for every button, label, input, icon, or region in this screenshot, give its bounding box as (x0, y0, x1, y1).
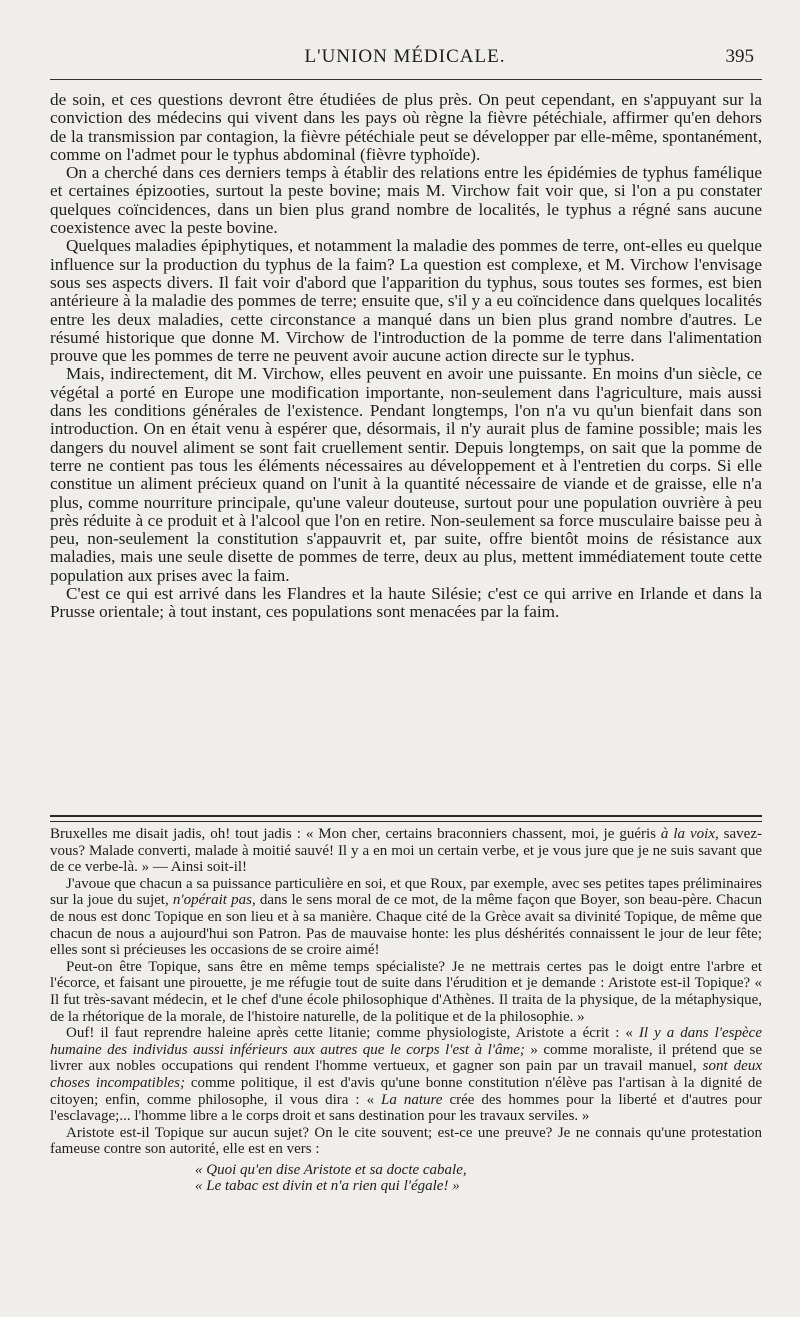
article-paragraph: Mais, indirectement, dit M. Virchow, elles peuvent en avoir une puissante. En moins d'un siècle, ce végétal a porté en Europe une modification importante, non-seulement dans l'agriculture, mais aussi dans les conditions générales de l'existence. Pendant longtemps, l'on n'a vu qu'un bienfait dans son introduction. On en était venu à espérer que, désormais, il n'y aurait plus de famine possible; mais les dangers du nouvel aliment se sont fait cruellement sentir. Depuis longtemps, on sait que la pomme de terre ne contient pas tous les éléments nécessaires au développement et à l'entretien du corps. Si elle constitue un aliment précieux quand on l'unit à la quantité nécessaire de viande et de graisse, elle n'a plus, comme nourriture principale, qu'une valeur douteuse, surtout pour une population ouvrière à peu près réduite à ce produit et à l'alcool que l'on en retire. Non-seulement sa force musculaire baisse peu à peu, non-seulement la constitution s'appauvrit et, par suite, offre bientôt moins de résistance aux maladies, mais une seule disette de pommes de terre, deux au plus, mettent immédiatement toute cette population aux prises avec la faim. (50, 364, 762, 585)
article-paragraph: de soin, et ces questions devront être étudiées de plus près. On peut cependant, en s'appuyant sur la conviction des médecins qui vivent dans les pays où règne la fièvre pétéchiale, affirmer qu'en dehors de la transmission par contagion, la fièvre pétéchiale peut se développer par elle-même, spontanément, comme on l'admet pour le typhus abdominal (fièvre typhoïde). (50, 90, 762, 164)
text-run: Bruxelles me disait jadis, oh! tout jadis : « Mon cher, certains braconniers chassent, moi, je guéris (50, 826, 661, 842)
feuilleton-paragraph (50, 1025, 762, 1125)
text-run: comme politique, il est d'avis qu'une bonne constitution n'élève pas l'artisan à la dignité de citoyen; enfin, comme philosophe, il vous dira : « (50, 1074, 763, 1108)
verse-line: « Quoi qu'en dise Aristote et sa docte cabale, (195, 1161, 467, 1178)
header-rule (50, 79, 762, 80)
text-run: crée des hommes pour la liberté et d'autres pour l'esclavage;... l'homme libre a le corps droit et sans destination pour les travaux serviles. » (50, 1091, 763, 1125)
running-head (50, 44, 760, 72)
text-run: savez-vous? Malade converti, malade à moitié sauvé! Il y a en moi un certain verbe, et je vous jure que je ne suis savant que de ce verbe-là. » — Ainsi soit-il! (50, 826, 762, 876)
italic-text: n'opérait pas (172, 892, 252, 909)
article-body (50, 91, 762, 622)
verse-line: « Le tabac est divin et n'a rien qui l'égale! » (195, 1178, 460, 1195)
feuilleton-paragraph (50, 876, 762, 959)
journal-title: L'UNION MÉDICALE. (304, 46, 506, 67)
page-number: 395 (725, 46, 754, 67)
feuilleton-paragraph: Aristote est-il Topique sur aucun sujet? On le cite souvent; est-ce une preuve? Je ne connais qu'une protestation fameuse contre son autorité, elle est en vers : (50, 1124, 762, 1158)
text-run: » comme moraliste, il prétend que se livrer aux nobles occupations qui rendent l'homme vertueux, et gagner son pain par un travail manuel, (50, 1041, 763, 1075)
italic-text: à la voix, (660, 826, 719, 842)
italic-text: La nature (381, 1091, 443, 1108)
text-run: Ouf! il faut reprendre haleine après cette litanie; comme physiologiste, Aristote a écrit : « (66, 1025, 639, 1042)
italic-text: Il y a dans l'espèce humaine des individus aussi inférieurs aux autres que le corps l'est à l'âme; (50, 1025, 762, 1058)
article-paragraph: Quelques maladies épiphytiques, et notamment la maladie des pommes de terre, ont-elles eu quelque influence sur la production du typhus de la faim? La question est complexe, et M. Virchow l'envisage sous ses aspects divers. Il fait voir d'abord que l'apparition du typhus, sous toutes ses formes, est bien antérieure à la maladie des pommes de terre; ensuite que, s'il y a eu coïncidence dans quelques localités entre les deux maladies, cette circonstance a manqué dans un bien plus grand nombre d'autres. Le résumé historique que donne M. Virchow de l'introduction de la pomme de terre dans l'alimentation prouve que les pommes de terre ne peuvent avoir aucune action directe sur le typhus. (50, 236, 762, 366)
feuilleton-body (50, 826, 762, 1195)
text-run: , dans le sens moral de ce mot, de la même façon que Boyer, son beau-père. Chacun de nous est donc Topique en son lieu et à sa manière. Chaque cité de la Grèce avait sa divinité Topique, de même que chacun de nous a aujourd'hui son Patron. Pas de mauvaise honte: les plus déshérités connaissent le jour de leur fête; elles sont si précieuses les occasions de se croire aimé! (50, 892, 762, 959)
feuilleton-paragraph: Peut-on être Topique, sans être en même temps spécialiste? Je ne mettrais certes pas le doigt entre l'arbre et l'écorce, et faisant une pirouette, je me réfugie tout de suite dans l'érudition et je demande : Aristote est-il Topique? « Il fut très-savant médecin, et le chef d'une école philosophique d'Athènes. Il traita de la physique, de la métaphysique, de la rhétorique de la morale, de l'histoire naturelle, de la politique et de la philosophie. » (50, 958, 762, 1025)
feuilleton-paragraph (50, 826, 762, 876)
italic-text: sont deux choses incompatibles; (50, 1058, 762, 1091)
article-paragraph: On a cherché dans ces derniers temps à établir des relations entre les épidémies de typhus famélique et certaines épizooties, surtout la peste bovine; mais M. Virchow fait voir que, si l'on a pu constater quelques coïncidences, dans un bien plus grand nombre de localités, le typhus a régné sans aucune coexistence avec la peste bovine. (50, 163, 762, 238)
text-run: J'avoue que chacun a sa puissance particulière en soi, et que Roux, par exemple, avec ses petites tapes préliminaires sur la joue du sujet, (50, 875, 762, 909)
article-paragraph: C'est ce qui est arrivé dans les Flandres et la haute Silésie; c'est ce qui arrive en Irlande et dans la Prusse orientale; à tout instant, ces populations sont menacées par la faim. (50, 584, 762, 622)
feuilleton-separator (50, 815, 762, 822)
